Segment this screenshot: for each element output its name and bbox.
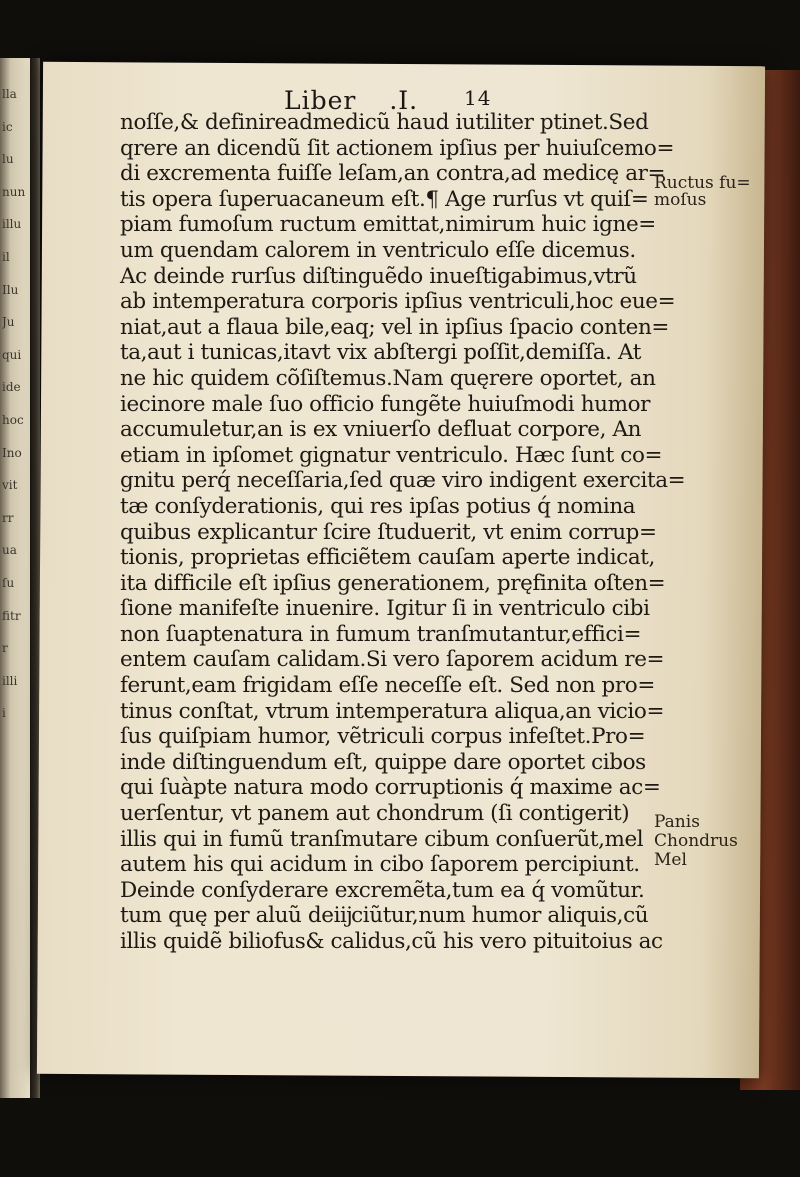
facing-page-fragment: r — [2, 641, 8, 656]
text-line: Deinde conſyderare excremẽta,tum ea q́ vomũtur. — [120, 877, 645, 903]
facing-page-fragment: ua — [2, 543, 17, 558]
facing-page-fragment: vit — [2, 478, 18, 493]
text-line: inde diſtinguendum eſt, quippe dare oportet cibos — [120, 749, 646, 775]
facing-page-fragment: lu — [2, 152, 14, 167]
facing-page-fragment: illi — [2, 673, 18, 688]
facing-page-fragment: fitr — [2, 608, 21, 623]
facing-page-fragment: ic — [2, 119, 13, 134]
text-line: tinus conſtat, vtrum intemperatura aliqua,an vicio= — [120, 698, 665, 724]
margin-note-line: Chondrus — [654, 831, 738, 851]
text-line: etiam in ipſomet gignatur ventriculo. Hæc ſunt co= — [120, 442, 663, 468]
text-line: qrere an dicendũ ſit actionem ipſius per huiuſcemo= — [120, 135, 675, 161]
facing-page-fragment: rr — [2, 510, 14, 525]
facing-page-fragment: lla — [2, 87, 17, 101]
facing-page-fragment: nun — [2, 184, 26, 199]
text-line: tum quę per aluũ deiĳciũtur,num humor aliquis,cũ — [120, 903, 649, 929]
text-line: tionis, proprietas efficiẽtem cauſam aperte indicat, — [120, 545, 655, 571]
facing-page-fragment: hoc — [2, 412, 24, 427]
facing-page-fragment: illu — [2, 217, 22, 232]
text-line: ſione manifeſte inuenire. Igitur ſi in ventriculo cibi — [120, 596, 650, 622]
text-line: iecinore male ſuo officio fungẽte huiuſmodi humor — [120, 391, 651, 417]
text-line: uerſentur, vt panem aut chondrum (ſi contigerit) — [120, 801, 630, 827]
text-line: tis opera ſuperuacaneum eſt.¶ Age rurſus vt quiſ= — [120, 186, 649, 212]
facing-page-text — [2, 78, 26, 730]
facing-page-fragment: qui — [2, 347, 22, 362]
text-line: qui ſuàpte natura modo corruptionis q́ maxime ac= — [120, 775, 661, 801]
text-line: entem cauſam calidam.Si vero ſaporem acidum re= — [120, 647, 665, 673]
facing-page-fragment: Ilu — [2, 282, 19, 297]
text-line: ab intemperatura corporis ipſius ventriculi,hoc eue= — [120, 289, 676, 315]
text-line: noſſe,& definireadmedicũ haud iutiliter ptinet.Sed — [120, 110, 649, 135]
text-line: niat,aut a flaua bile,eaq; vel in ipſius ſpacio conten= — [120, 314, 670, 340]
text-line: ſus quiſpiam humor, vẽtriculi corpus infeſtet.Pro= — [120, 724, 646, 750]
text-line: tæ conſyderationis, qui res ipſas potius q́ nomina — [120, 493, 636, 519]
folio-number: 14 — [464, 86, 492, 110]
text-line: ferunt,eam frigidam eſſe neceſſe eſt. Sed non pro= — [120, 673, 655, 699]
facing-page-fragment: ſu — [2, 575, 15, 590]
text-line: ta,aut i tunicas,itavt vix abſtergi poſſit,demiſſa. At — [120, 340, 641, 366]
text-line: ita difficile eſt ipſius generationem, pręfinita oſten= — [120, 570, 666, 596]
facing-page-fragment: Ino — [2, 445, 22, 460]
text-line: illis quidẽ biliofus& calidus,cũ his vero pituitoius ac — [120, 929, 663, 954]
text-line: piam fumoſum ructum emittat,nimirum huic igne= — [120, 212, 656, 238]
text-line: di excrementa fuiſſe leſam,an contra,ad medicę ar= — [120, 161, 666, 187]
margin-note-foods — [654, 813, 738, 870]
text-line: accumuletur,an is ex vniuerſo defluat corpore, An — [120, 417, 642, 443]
text-line: um quendam calorem in ventriculo eſſe dicemus. — [120, 237, 636, 263]
facing-page-fragment: ide — [2, 380, 21, 395]
margin-note-ructus — [654, 175, 751, 209]
text-line: illis qui in fumũ tranſmutare cibum conſuerũt,mel — [120, 826, 644, 852]
facing-page-edge — [0, 58, 30, 1098]
facing-page-fragment: Ju — [2, 315, 15, 330]
margin-note-line: Mel — [654, 850, 687, 870]
margin-note-line: Ructus fu= — [654, 173, 751, 193]
margin-note-line: Panis — [654, 812, 700, 832]
text-line: Ac deinde rurſus diſtinguẽdo inueſtigabimus,vtrũ — [120, 263, 637, 289]
header-book-title: Liber — [284, 86, 357, 115]
text-line: autem his qui acidum in cibo ſaporem percipiunt. — [120, 852, 640, 878]
facing-page-fragment: i — [2, 706, 6, 721]
text-line: non ſuaptenatura in fumum tranſmutantur,effici= — [120, 621, 642, 647]
text-line: ne hic quidem cõſiſtemus.Nam quęrere oportet, an — [120, 365, 656, 391]
header-book-number: .I. — [389, 86, 419, 115]
facing-page-fragment: il — [2, 249, 10, 264]
margin-note-line: moſus — [654, 190, 707, 210]
text-line: gnitu perq́ neceſſaria,ſed quæ viro indigent exercita= — [120, 468, 686, 494]
text-line: quibus explicantur ſcire ſtuduerit, vt enim corrup= — [120, 519, 657, 545]
